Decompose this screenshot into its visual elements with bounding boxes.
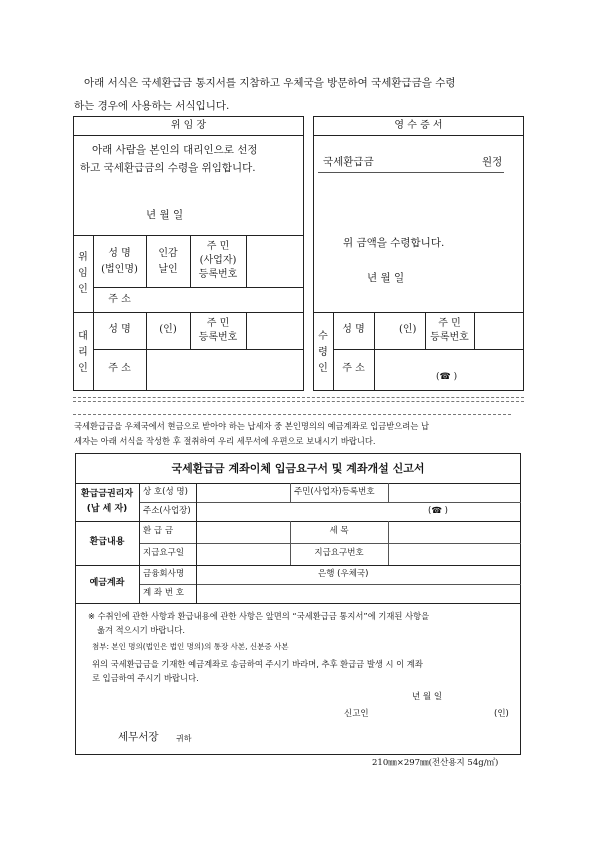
- request-no-label: 지급요구번호: [314, 548, 364, 558]
- proxy-body-1: 아래 사람을 본인의 대리인으로 선정: [92, 144, 258, 156]
- bank-suffix: 은행 (우체국): [318, 569, 369, 579]
- request-line-1: 위의 국세환급금을 기재한 예금계좌로 송금하여 주시기 바라며, 추후 환급금 발생 시 이 계좌: [92, 659, 423, 669]
- delegator-name-label: 성 명 (법인명): [101, 248, 138, 275]
- agent-name-label: 성 명: [108, 324, 131, 335]
- rights-holder-label: 환급금권리자 (납 세 자): [80, 488, 134, 514]
- receipt-date: 년 월 일: [367, 272, 405, 284]
- agent-id-label: 주 민 등록번호: [198, 318, 238, 343]
- intro-line-2: 하는 경우에 사용하는 서식입니다.: [74, 100, 230, 112]
- form-name-label: 상 호(성 명): [143, 487, 188, 497]
- agent-seal: (인): [159, 324, 177, 335]
- attachment-note: 첨부: 본인 명의(법인은 법인 명의)의 통장 사본, 신분증 사본: [92, 642, 289, 651]
- receipt-title: 영 수 증 서: [394, 120, 443, 131]
- recipient-seal: (인): [399, 324, 417, 335]
- request-date-label: 지급요구일: [143, 548, 185, 558]
- account-no-label: 계 좌 번 호: [143, 588, 184, 598]
- bank-name-label: 금융회사명: [143, 569, 185, 579]
- delegator-id-label: 주 민 (사업자) 등록번호: [198, 241, 238, 280]
- note-line-2: 옮겨 적으시기 바랍니다.: [97, 625, 186, 635]
- addressee: 세무서장: [118, 731, 159, 743]
- form-address-label: 주소(사업장): [143, 506, 191, 516]
- reporter-seal: (인): [494, 709, 509, 719]
- recipient-id-label: 주 민 등록번호: [430, 318, 469, 343]
- form-title: 국세환급금 계좌이체 입금요구서 및 계좌개설 신고서: [171, 462, 425, 475]
- recipient-phone: (☎ ): [436, 372, 458, 382]
- recipient-address-label: 주 소: [342, 363, 365, 374]
- receipt-amount-label: 국세환급금: [323, 156, 374, 168]
- notice-line-1: 국세환급금을 우체국에서 현금으로 받아야 하는 납세자 중 본인명의의 예금계좌로 입금받으려는 납: [74, 421, 429, 431]
- delegator-label: 위 임 인: [78, 252, 88, 295]
- paper-spec: 210㎜×297㎜(전산용지 54g/㎡): [372, 758, 499, 768]
- agent-address-label: 주 소: [108, 363, 131, 374]
- request-line-2: 로 입금하여 주시기 바랍니다.: [92, 673, 199, 683]
- form-phone: (☎ ): [428, 506, 448, 516]
- honorific: 귀하: [176, 734, 192, 743]
- recipient-name-label: 성 명: [342, 324, 365, 335]
- account-label: 예금계좌: [89, 578, 125, 588]
- reporter-label: 신고인: [344, 709, 369, 719]
- proxy-body-2: 하고 국세환급금의 수령을 위임합니다.: [80, 162, 256, 174]
- cut-line: [73, 397, 524, 398]
- form-id-label: 주민(사업자)등록번호: [294, 487, 375, 497]
- receipt-amount-unit: 원정: [482, 156, 503, 168]
- proxy-date: 년 월 일: [146, 209, 184, 221]
- recipient-label: 수 령 인: [318, 331, 328, 374]
- notice-line-2: 세자는 아래 서식을 작성한 후 절취하여 우리 세무서에 우편으로 보내시기 바랍니다.: [74, 436, 376, 446]
- delegator-address-label: 주 소: [108, 294, 131, 305]
- agent-label: 대 리 인: [78, 331, 88, 374]
- tax-item-label: 세 목: [329, 526, 349, 536]
- deposit-form: [75, 453, 521, 755]
- form-date: 년 월 일: [412, 692, 443, 702]
- note-line-1: ※ 수취인에 관한 사항과 환급내용에 관한 사항은 앞면의 “국세환급금 통지서”에 기재된 사항을: [88, 611, 430, 621]
- refund-amount-label: 환 급 금: [143, 526, 174, 536]
- refund-label: 환급내용: [89, 537, 125, 547]
- intro-line-1: 아래 서식은 국세환급금 통지서를 지참하고 우체국을 방문하여 국세환급금을 수령: [84, 77, 456, 89]
- seal-label: 인감 날인: [158, 248, 178, 275]
- proxy-title: 위 임 장: [170, 120, 207, 131]
- receipt-received: 위 금액을 수령합니다.: [343, 237, 445, 249]
